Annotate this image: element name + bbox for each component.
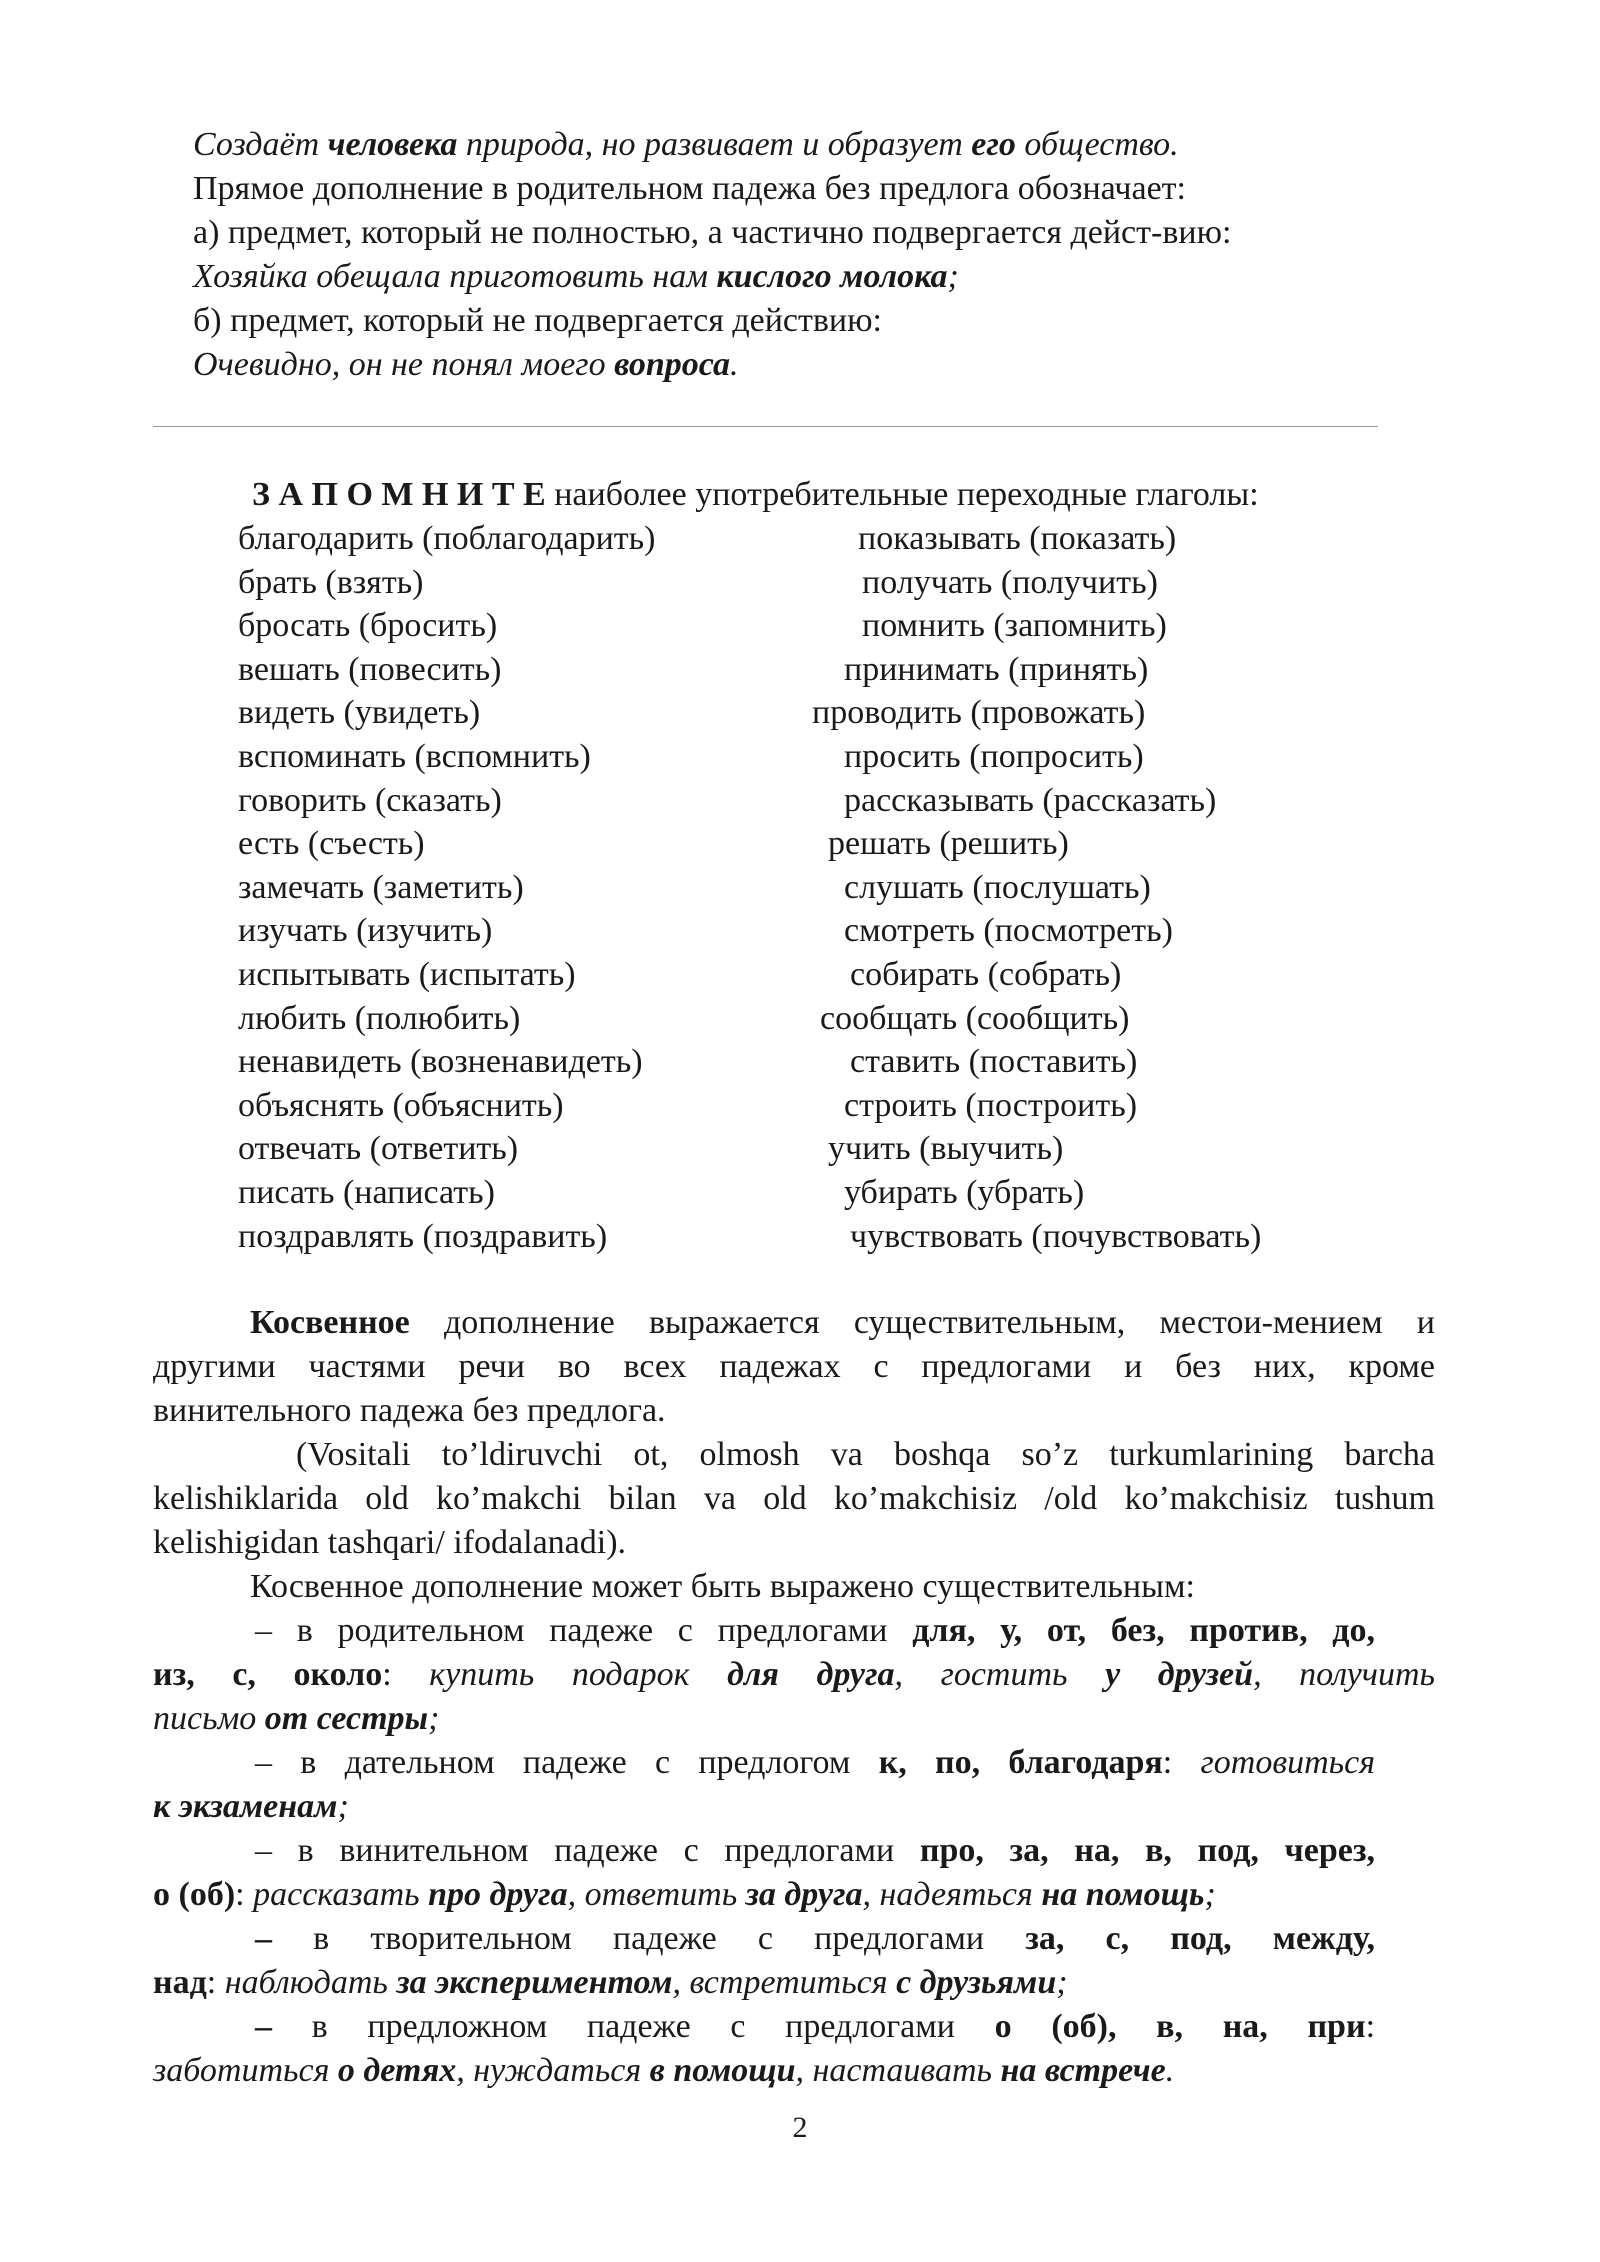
verb-right-item: убирать (убрать) [844, 1174, 1085, 1211]
genitive-item [255, 1609, 1375, 1653]
verb-left-item: изучать (изучить) [238, 912, 493, 949]
text-run-bold: у друзей [1105, 1656, 1254, 1693]
remember-heading [252, 473, 1259, 517]
text-run-bold: в помощи [649, 2052, 796, 2089]
text-run-bold: вопроса [614, 346, 730, 383]
rule-point-a: а) предмет, который не полностью, а частично подвергается дейст-вию: [193, 214, 1232, 251]
text-run: ; [337, 1788, 349, 1825]
text-run-bold: к, по, благодаря [878, 1744, 1163, 1781]
text-run: Хозяйка обещала приготовить нам [193, 258, 717, 295]
verb-left-item: испытывать (испытать) [238, 956, 576, 993]
genitive-example-line-1 [153, 1653, 1435, 1697]
text-run: : [235, 1876, 254, 1913]
text-run: наблюдать [224, 1964, 397, 2001]
text-run: , встретиться [672, 1964, 897, 2001]
verb-right-item: рассказывать (рассказать) [844, 782, 1217, 819]
text-run: – в дательном падеже с предлогом [255, 1744, 879, 1781]
text-run-bold: кислого молока [716, 258, 948, 295]
verb-right-item: проводить (провожать) [812, 694, 1146, 731]
text-run-bold: над [153, 1964, 207, 2001]
term-bold: Косвенное [250, 1304, 410, 1341]
dative-example [153, 1785, 349, 1829]
text-run: : [1162, 1744, 1201, 1781]
text-run-bold: на помощь [1041, 1876, 1205, 1913]
verb-right-item: получать (получить) [862, 564, 1158, 601]
prepositional-item [255, 2005, 1375, 2049]
text-run: : [206, 1964, 225, 2001]
text-run-bold: его [971, 126, 1016, 163]
text-run: , получить [1253, 1656, 1435, 1693]
text-run-bold: человека [327, 126, 458, 163]
verb-right-item: решать (решить) [828, 825, 1069, 862]
indirect-paragraph-1-line-2: другими частями речи во всех падежах с предлогами и без них, кроме [153, 1348, 1435, 1385]
verb-right-item: помнить (запомнить) [862, 607, 1167, 644]
verb-left-item: объяснять (объяснить) [238, 1087, 564, 1124]
verb-left-item: вспоминать (вспомнить) [238, 738, 591, 775]
text-run: – в родительном падеже с предлогами [255, 1612, 913, 1649]
verb-left-item: вешать (повесить) [238, 651, 502, 688]
text-run: – в винительном падеже с предлогами [255, 1832, 920, 1869]
accusative-example [153, 1873, 1216, 1917]
verb-right-item: учить (выучить) [828, 1130, 1064, 1167]
text-run-bold: за экспериментом [396, 1964, 673, 2001]
verb-left-item: писать (написать) [238, 1174, 495, 1211]
text-run-bold: о детях [337, 2052, 457, 2089]
instrumental-example [153, 1961, 1068, 2005]
accusative-item [255, 1829, 1375, 1873]
uzbek-translation-line-2: kelishiklarida old ko’makchi bilan va old ko’makchisiz /old ko’makchisiz tushum [153, 1480, 1435, 1517]
rule-text: Прямое дополнение в родительном падежа без предлога обозначает: [193, 170, 1186, 207]
verb-right-item: смотреть (посмотреть) [844, 912, 1173, 949]
text-run: , гостить [894, 1656, 1106, 1693]
uzbek-translation-line-1: (Vositali to’ldiruvchi ot, olmosh va boshqa so’z turkumlarining barcha [296, 1436, 1435, 1473]
text-run-bold: для, у, от, без, против, до, [912, 1612, 1376, 1649]
verb-left-item: видеть (увидеть) [238, 694, 481, 731]
indirect-paragraph-3: Косвенное дополнение может быть выражено существительным: [250, 1568, 1195, 1605]
rule-point-b: б) предмет, который не подвергается действию: [193, 302, 882, 339]
text-run: ; [1056, 1964, 1068, 2001]
text-run-bold: от сестры [264, 1700, 429, 1737]
text-run: купить подарок [429, 1656, 728, 1693]
example-sentence-1 [193, 123, 1179, 167]
text-run: письмо [153, 1700, 265, 1737]
verb-left-item: есть (съесть) [238, 825, 425, 862]
text-run: , надеяться [862, 1876, 1042, 1913]
text-run-bold: за друга [745, 1876, 863, 1913]
text-run: рассказать [253, 1876, 429, 1913]
verb-right-item: сообщать (сообщить) [820, 1000, 1130, 1037]
indirect-paragraph-1-line-3: винительного падежа без предлога. [153, 1392, 666, 1429]
verb-left-item: брать (взять) [238, 564, 424, 601]
genitive-example-line-2 [153, 1697, 439, 1741]
verb-left-item: благодарить (поблагодарить) [238, 520, 656, 557]
verb-left-item: ненавидеть (возненавидеть) [238, 1043, 643, 1080]
verb-right-item: показывать (показать) [858, 520, 1177, 557]
instrumental-item [255, 1917, 1375, 1961]
text-run: готовиться [1200, 1744, 1375, 1781]
verb-left-item: говорить (сказать) [238, 782, 502, 819]
text-run-bold: о (об), в, на, при [994, 2008, 1366, 2045]
verb-left-item: бросать (бросить) [238, 607, 498, 644]
text-run: Очевидно, он не понял моего [193, 346, 615, 383]
text-run-bold: про друга [428, 1876, 568, 1913]
example-sentence-3 [193, 343, 738, 387]
text-run-bold: с друзьями [896, 1964, 1057, 2001]
verb-right-item: собирать (собрать) [850, 956, 1122, 993]
text-run-bold: – [255, 1920, 272, 1957]
text-run: общество. [1015, 126, 1179, 163]
text-run-bold: к экзаменам [153, 1788, 338, 1825]
uzbek-translation-line-3: kelishigidan tashqari/ ifodalanadi). [153, 1524, 627, 1561]
verb-left-item: любить (полюбить) [238, 1000, 521, 1037]
text-run: , ответить [567, 1876, 746, 1913]
verb-left-item: поздравлять (поздравить) [238, 1218, 608, 1255]
text-run-bold: из, с, около [153, 1656, 383, 1693]
text-run: природа, но развивает и образует [457, 126, 972, 163]
verb-right-item: ставить (поставить) [850, 1043, 1138, 1080]
text-run: . [1165, 2052, 1175, 2089]
horizontal-divider [153, 426, 1378, 427]
text-run: : [382, 1656, 430, 1693]
text-run: , нуждаться [456, 2052, 650, 2089]
remember-title: З А П О М Н И Т Е [252, 476, 546, 513]
verb-right-item: просить (попросить) [844, 738, 1144, 775]
text-run: заботиться [153, 2052, 338, 2089]
text-run: ; [947, 258, 959, 295]
text-run-bold: – [255, 2008, 272, 2045]
remember-subtitle: наиболее употребительные переходные глаголы: [545, 476, 1259, 513]
text-run-bold: для друга [727, 1656, 895, 1693]
example-sentence-2 [193, 255, 959, 299]
text-run: ; [1204, 1876, 1216, 1913]
text-run: ; [428, 1700, 440, 1737]
page-number: 2 [792, 2111, 808, 2144]
text-run-bold: о (об) [153, 1876, 236, 1913]
verb-right-item: слушать (послушать) [844, 869, 1151, 906]
text-run: в предложном падеже с предлогами [272, 2008, 995, 2045]
verb-right-item: принимать (принять) [844, 651, 1149, 688]
text-run: дополнение выражается существительным, местои-мением и [409, 1304, 1435, 1341]
verb-left-item: отвечать (ответить) [238, 1130, 519, 1167]
text-run: в творительном падеже с предлогами [272, 1920, 1026, 1957]
text-run: . [729, 346, 739, 383]
verb-right-item: чувствовать (почувствовать) [850, 1218, 1262, 1255]
text-run-bold: на встрече [1000, 2052, 1166, 2089]
text-run: Создаёт [193, 126, 328, 163]
verb-left-item: замечать (заметить) [238, 869, 524, 906]
text-run: : [1365, 2008, 1376, 2045]
verb-right-item: строить (построить) [844, 1087, 1138, 1124]
indirect-paragraph-1 [153, 1301, 1435, 1345]
text-run-bold: про, за, на, в, под, через, [919, 1832, 1375, 1869]
dative-item [255, 1741, 1375, 1785]
text-run-bold: за, с, под, между, [1025, 1920, 1376, 1957]
prepositional-example [153, 2049, 1174, 2093]
text-run: , настаивать [795, 2052, 1001, 2089]
